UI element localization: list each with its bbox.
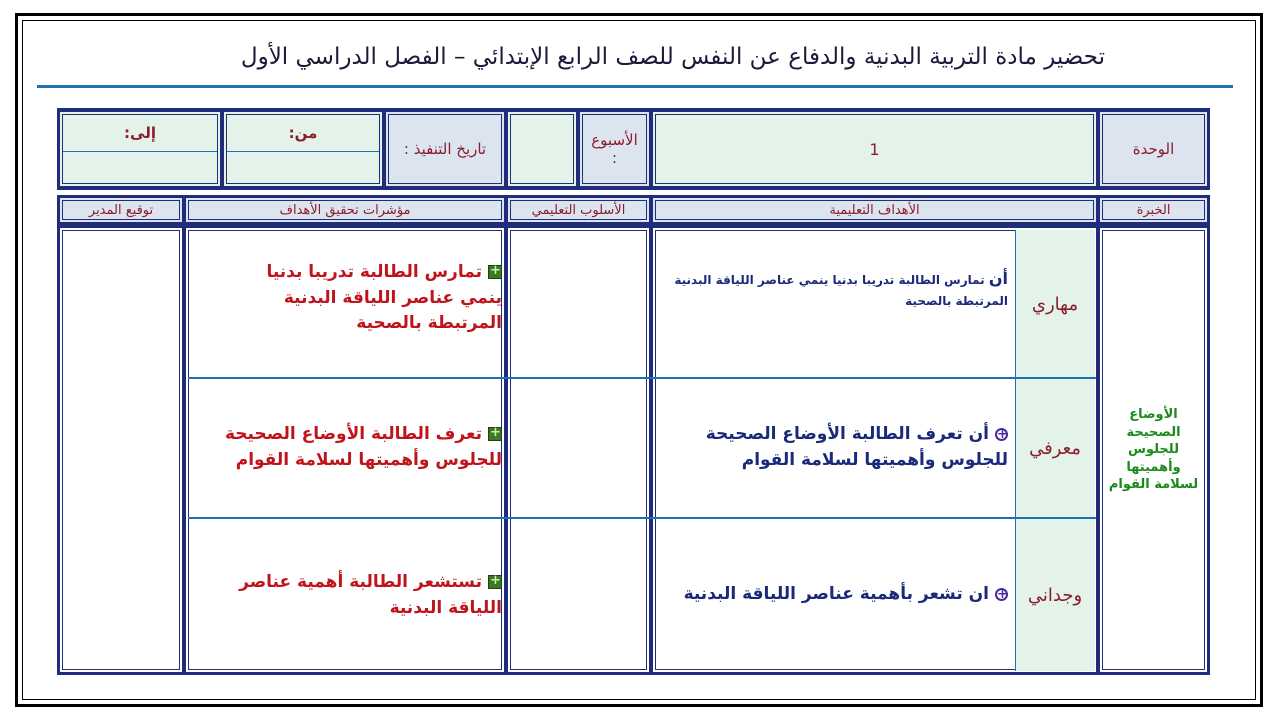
week-value[interactable]: [507, 111, 577, 187]
domain-skill: مهاري: [1031, 294, 1079, 315]
to-cell: [59, 111, 221, 187]
from-cell: [223, 111, 383, 187]
from-label: من:: [227, 115, 379, 152]
objective-skill: [660, 266, 1008, 311]
col-objectives: الأهداف التعليمية: [652, 197, 1097, 223]
objective-affective: [660, 582, 1008, 608]
experience-cell: [1099, 227, 1208, 673]
indicator-skill-text: تمارس الطالبة تدريبا بدنيا ينمي عناصر اللياقة البدنية المرتبطة بالصحية: [266, 262, 502, 333]
method-area[interactable]: [507, 227, 650, 673]
row-separator: [188, 517, 1096, 519]
unit-value[interactable]: 1: [652, 111, 1097, 187]
objective-cognitive-text: أن تعرف الطالبة الأوضاع الصحيحة للجلوس وأهميتها لسلامة القوام: [705, 424, 1008, 470]
objective-skill-prefix: أن: [988, 269, 1008, 288]
week-label-text: الأسبوع: [591, 131, 638, 149]
circle-plus-bullet-icon: [995, 428, 1008, 441]
unit-label: الوحدة: [1099, 111, 1208, 187]
to-value[interactable]: [63, 152, 217, 186]
col-method: الأسلوب التعليمي: [507, 197, 650, 223]
domain-cognitive: معرفي: [1029, 437, 1081, 459]
col-experience: الخبرة: [1099, 197, 1208, 223]
page-title: تحضير مادة التربية البدنية والدفاع عن النفس للصف الرابع الإبتدائي – الفصل الدراسي الأول: [240, 44, 1105, 70]
row-separator: [188, 377, 1096, 379]
indicator-cognitive-text: تعرف الطالبة الأوضاع الصحيحة للجلوس وأهميتها لسلامة القوام: [224, 424, 502, 470]
from-value[interactable]: [227, 152, 379, 186]
objective-affective-text: ان تشعر بأهمية عناصر اللياقة البدنية: [683, 584, 989, 604]
objective-skill-text: تمارس الطالبة تدريبا بدنيا ينمي عناصر اللياقة البدنية المرتبطة بالصحية: [674, 273, 1008, 308]
circle-plus-bullet-icon: [995, 588, 1008, 601]
week-colon: :: [611, 149, 618, 167]
title-rule: [37, 85, 1233, 88]
indicator-skill: [220, 260, 502, 337]
col-indicators: مؤشرات تحقيق الأهداف: [185, 197, 505, 223]
indicator-affective-text: تستشعر الطالبة أهمية عناصر اللياقة البدنية: [239, 572, 502, 618]
week-label: [579, 111, 650, 187]
objective-cognitive: [692, 422, 1008, 473]
square-bullet-icon: [488, 265, 502, 279]
domain-affective: وجداني: [1027, 584, 1083, 606]
experience-text: الأوضاع الصحيحة للجلوس وأهميتها لسلامة القوام: [1108, 407, 1199, 493]
square-bullet-icon: [488, 575, 502, 589]
exec-date-label: تاريخ التنفيذ :: [385, 111, 505, 187]
col-principal-signature: توقيع المدير: [59, 197, 183, 223]
principal-signature-area[interactable]: [59, 227, 183, 673]
to-label: إلى:: [63, 115, 217, 152]
square-bullet-icon: [488, 427, 502, 441]
indicator-affective: [235, 570, 502, 621]
indicator-cognitive: [215, 422, 502, 473]
